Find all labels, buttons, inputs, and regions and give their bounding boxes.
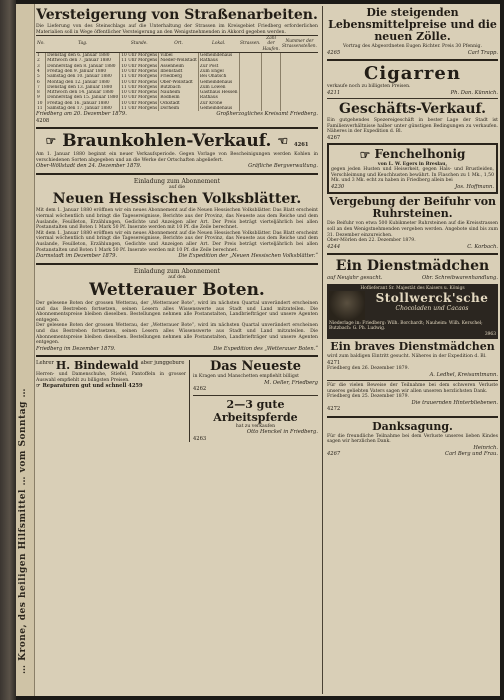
wett-body: Der gelesene Boten der grossen Wetterau, der „Wetterauer Bote“, wird im nächsten Quartal unverändert erscheinen und das Bestreben fortsetzen, seinen Lesern alles Wissenswerte aus Stadt und Land mitzuteilen. Die Abonnementspreise bleiben dieselben. Bestellungen nehmen alle Postanstalten, Landbriefträger und unsere Agenten entgegen. — [36, 301, 318, 323]
fenchel-heading — [331, 147, 494, 162]
auction-cell: 8 — [37, 90, 40, 96]
hess-body-2: Mit dem 1. Januar 1880 eröffnen wir ein neues Abonnement auf die Neuen Hessischen Volksblätter. Das Blatt erscheint viermal wöchentlich und bringt die Tagesereignisse, Berichte aus der Provinz, das Neueste aus dem Reiche und dem Auslande, Feuilleton, Erzählungen, Gedichte und Anzeigen aller Art. Der Preis beträgt vierteljährlich bei allen Postanstalten und Boten 1 Mark 50 Pf. Inserate werden mit 10 Pf. die Zeile berechnet. — [36, 230, 318, 253]
auction-cell: Rodheim — [159, 95, 199, 100]
stollwerck-bar: Hoflieferant Sr. Majestät des Kaisers u. Königs — [360, 285, 465, 291]
wett-dateline: Friedberg im Dezember 1879. — [36, 345, 116, 352]
bottom-ads-row — [36, 360, 318, 442]
auction-cell: Rathaus — [198, 95, 239, 100]
wett-body-2: Der gelesene Boten der grossen Wetterau, der „Wetterauer Bote“, wird im nächsten Quartal unverändert erscheinen und das Bestreben fortsetzen, seinen Lesern alles Wissenswerte aus Stadt und Land mitzuteilen. Die Abonnementspreise bleiben dieselben. Bestellungen nehmen alle Postanstalten, Landbriefträger und unsere Agenten entgegen. — [36, 323, 318, 346]
thanks-ad — [327, 383, 498, 413]
bindenwald-list: Herren- und Damenschuhe, Stiefel, Pantoffeln in grosser Auswahl empfiehlt zu billigsten Preisen. — [36, 372, 186, 383]
arbeitspferde-number: 4263 — [193, 435, 207, 442]
stollwerck-ad — [327, 284, 498, 340]
auction-cell: 10 Uhr Morgens — [121, 79, 158, 85]
danksagung-ad — [327, 421, 498, 458]
arbeitspferde-text: hat zu verkaufen — [235, 423, 276, 429]
fenchel-number: 4230 — [331, 184, 345, 191]
vergebung-ad — [327, 196, 498, 250]
auction-number: 4208 — [36, 117, 50, 124]
dienst1-ad — [327, 258, 498, 281]
th-tag: Tag. — [46, 36, 120, 53]
auction-notice — [36, 7, 318, 124]
geschaefts-number: 4267 — [327, 134, 341, 141]
stollwerck-brand: Stollwerck'sche — [375, 291, 489, 306]
auction-cell: 10 — [37, 100, 43, 106]
auction-cell: Gemeindehaus — [198, 53, 239, 59]
dienst1-text: auf Neujahr gesucht. — [327, 275, 383, 282]
pointing-hand-icon: ☞ — [359, 147, 371, 162]
auction-cell: Freitag den 9. Januar 1880 — [46, 69, 120, 74]
brown-coal-number: 4261 — [294, 142, 309, 149]
pointing-hand-icon: ☞ — [36, 383, 41, 390]
hess-auf-die: auf die — [169, 184, 185, 190]
auction-cell: Samstag den 17. Januar 1880 — [46, 106, 120, 111]
vergebung-number: 4244 — [327, 243, 341, 250]
bindenwald-name: H. Bindewald — [55, 359, 139, 373]
wetterauer-notice — [36, 268, 318, 353]
auction-cell: Butzbach — [159, 85, 199, 90]
vergebung-signer: C. Korbach. — [467, 243, 498, 250]
auction-cell: Nieder-Wöllstadt — [160, 58, 197, 64]
cigarren-ad — [327, 64, 498, 96]
auction-cell: Dorheim — [159, 106, 199, 111]
bindenwald-label: Lehrer — [36, 360, 54, 367]
bindenwald-sub: aber junggebure — [140, 360, 185, 367]
auction-cell: Dienstag den 13. Januar 1880 — [46, 85, 120, 90]
vergebung-title: Vergebung der Beifuhr von Ruhrsteinen. — [328, 195, 497, 221]
divider — [327, 98, 498, 99]
auction-cell: Mittwoch den 7. Januar 1880 — [46, 58, 120, 63]
auction-cell: 5 — [37, 74, 40, 80]
th-stunde: Stunde. — [120, 36, 159, 53]
thanks-signer: Die trauernden Hinterbliebenen. — [411, 400, 498, 407]
neueste-text: in Kragen und Manschetten empfiehlt billigst — [193, 374, 299, 380]
pointing-hand-icon: ☞ — [45, 134, 57, 149]
cigarren-text: verkaufe noch zu billigsten Preisen. — [327, 84, 411, 89]
auction-title: Versteigerung von Straßenarbeiten. — [36, 7, 318, 23]
hess-body: Mit dem 1. Januar 1880 eröffnen wir ein neues Abonnement auf die Neuen Hessischen Volksblätter. Das Blatt erscheint viermal wöchentlich und bringt die Tagesereignisse, Berichte aus der Provinz, das Neueste aus dem Reiche und dem Auslande, Feuilleton, Erzählungen, Gedichte und Anzeigen aller Art. Der Preis beträgt vierteljährlich bei allen Postanstalten und Boten 1 Mark 50 Pf. Inserate werden mit 10 Pf. die Zeile berechnet. — [36, 208, 318, 231]
auction-table — [36, 35, 318, 111]
stollwerck-products: Chocoladen und Cacaos — [395, 305, 469, 313]
auction-cell: Friedberg — [159, 74, 199, 79]
pointing-hand-left-icon: ☜ — [277, 134, 289, 149]
right-column — [322, 6, 498, 694]
thanks-number: 4272 — [327, 406, 341, 413]
neueste-column — [189, 360, 318, 442]
auction-cell: Zum Löwen — [198, 85, 239, 90]
auction-cell: 10 Uhr Morgens — [121, 68, 158, 74]
wett-auf-den: auf den — [168, 274, 186, 280]
lebensmittel-footer — [327, 50, 498, 56]
lebensmittel-title: Die steigenden Lebensmittelpreise und die neuen Zölle. — [328, 6, 497, 43]
lebensmittel-ad — [327, 7, 498, 56]
neueste-number: 4262 — [193, 386, 207, 393]
fenchel-footer — [331, 184, 494, 190]
auction-cell: 11 Uhr Morgens — [121, 84, 158, 90]
arbeitspferde-signer: Otto Henckel in Friedberg. — [246, 429, 318, 436]
auction-cell: 10 Uhr Morgens — [121, 90, 158, 96]
geschaefts-text: Ein gutgehendes Spezereigeschäft in bester Lage der Stadt ist Familienverhältnisse halber unter günstigen Bedingungen zu verkaufen. Näheres in der Expedition d. Bl. — [327, 118, 498, 135]
crest-icon — [329, 291, 365, 321]
hess-footer — [36, 253, 318, 259]
dienst2-signer: A. Ledhel, Kreisamtmann. — [429, 371, 498, 378]
margin-vertical-text: … Krone, des heiligen Hilfsmittel … vom Sonntag … — [18, 387, 28, 674]
auction-cell: Montag den 12. Januar 1880 — [46, 80, 120, 85]
danksagung-title: Danksagung. — [372, 419, 453, 433]
wett-footer — [36, 346, 318, 352]
auction-cell: Freitag den 16. Januar 1880 — [46, 101, 120, 106]
fenchel-title: Fenchelhonig — [374, 147, 466, 162]
th-nummer: Nummer der Strassenstellen. — [281, 36, 318, 53]
book-binding — [0, 0, 16, 700]
divider — [36, 173, 318, 175]
auction-cell: 10 Uhr Morgens — [121, 95, 158, 101]
auction-cell: 2 — [37, 58, 40, 64]
auction-cell: Zum Engel — [198, 69, 239, 74]
dienst1-signer: Obr. Schreibwarenhandlung. — [422, 275, 498, 282]
auction-intro: Die Lieferung von des Steinschlags auf die Unterhaltung der Strassen im Kreisgebiet Friedberg erforderlichen Materialien soll in Wege öffentlicher Versteigerung an den Wenigstnehmenden in Akkord gegeben werden. — [36, 24, 318, 35]
dienst2-text: wird zum baldigen Eintritt gesucht. Näheres in der Expedition d. Bl. — [327, 354, 487, 360]
neueste-ad — [193, 360, 318, 392]
divider — [36, 127, 318, 129]
thanks-text: Für die vielen Beweise der Teilnahme bei dem schweren Verluste unseres geliebten Vaters sagen wir allen unseren herzlichsten Dank. — [327, 383, 498, 394]
wett-title: Wetterauer Boten. — [89, 280, 265, 301]
dienst2-date: Friedberg den 26. Dezember 1879. — [327, 366, 409, 372]
danksagung-signer-2: Carl Berg und Frau. — [445, 451, 498, 458]
auction-cell: 3 — [37, 63, 40, 69]
auction-dateline: Friedberg am 20. Dezember 1879. — [36, 111, 127, 118]
divider — [327, 59, 498, 61]
margin-strip — [16, 4, 35, 696]
stollwerck-main — [329, 291, 496, 321]
auction-cell: Gemeindehaus — [198, 106, 239, 111]
cigarren-footer — [327, 90, 498, 96]
auction-cell: Ober-Wöllstadt — [159, 80, 199, 85]
auction-cell: 11 Uhr Morgens — [121, 58, 158, 64]
dienst1-footer — [327, 275, 498, 281]
bindenwald-ad — [36, 360, 186, 442]
hess-dateline: Darmstadt im Dezember 1879. — [36, 253, 118, 260]
cigarren-number: 4211 — [327, 89, 341, 96]
auction-cell: 7 — [37, 84, 40, 90]
hess-signer: Die Expedition der „Neuen Hessischen Volksblätter.“ — [178, 253, 318, 260]
dienst2-title: Ein braves Dienstmädchen — [330, 340, 495, 354]
auction-cell: Ilbenstadt — [159, 69, 199, 74]
auction-cell: Mittwoch den 14. Januar 1880 — [46, 90, 120, 95]
auction-table-body — [36, 53, 318, 112]
fenchel-ad — [327, 143, 498, 194]
divider — [36, 355, 318, 357]
auction-cell: Ockstadt — [159, 101, 199, 106]
bindenwald-footer — [36, 383, 186, 389]
dienst2-number: 4271 — [327, 359, 341, 366]
fenchel-text: gegen jeden Husten und Heiserkeit, gegen Hals- und Brustleiden, Verschleimung und Keuchhusten bewährt. In Flaschen zu 1 Mk., 1,50 Mk. und 3 Mk. echt zu haben in Friedberg allein bei — [331, 167, 494, 184]
wett-invite: Einladung zum Abonnement — [133, 267, 221, 275]
auction-cell: 11 Uhr Morgens — [121, 106, 158, 112]
auction-cell: Gemeindehaus — [198, 80, 239, 85]
brown-coal-signer: Gräfliche Bergverwaltung. — [248, 163, 318, 170]
auction-cell: Donnerstag den 15. Januar 1880 — [47, 95, 119, 101]
divider — [36, 263, 318, 265]
bindenwald-header — [36, 360, 186, 372]
auction-cell: Zur Post — [198, 64, 239, 69]
cigarren-title: Cigarren — [364, 63, 461, 84]
stollwerck-address: Niederlage in: Friedberg: Wilh. Borchardt; Nauheim: Wilh. Kerschel; Butzbach: G. Ph. Ludwig. — [329, 321, 483, 332]
brown-coal-notice — [36, 132, 318, 170]
hess-blaetter-notice — [36, 178, 318, 260]
vergebung-date: Ober-Mörlen den 22. Dezember 1879. — [327, 238, 416, 244]
hess-invite: Einladung zum Abonnement — [133, 177, 221, 185]
brown-coal-dateline: Ober-Wöllstadt den 24. Dezember 1879. — [36, 163, 142, 170]
geschaefts-ad — [327, 101, 498, 141]
auction-cell: 10 Uhr Morgens — [121, 100, 158, 106]
auction-cell: 6 — [37, 79, 40, 85]
arbeitspferde-title: 2—3 gute Arbeitspferde — [213, 397, 298, 424]
divider — [327, 380, 498, 381]
dienst2-ad — [327, 341, 498, 378]
th-no: No. — [36, 36, 46, 53]
divider — [193, 395, 318, 396]
geschaefts-title: Geschäfts-Verkauf. — [339, 101, 486, 117]
auction-cell: 10 Uhr Morgens — [121, 63, 158, 69]
neueste-signer: M. Oeller, Friedberg — [264, 379, 318, 386]
auction-cell: 1 — [37, 53, 40, 59]
neueste-title: Das Neueste — [209, 359, 301, 375]
danksagung-footer — [327, 451, 498, 457]
danksagung-signer: Heinrich. — [473, 445, 498, 452]
auction-cell: 11 Uhr Morgens — [121, 74, 158, 80]
lebensmittel-text: Vortrag des Abgeordneten Eugen Richter. Preis 30 Pfennig. — [343, 44, 482, 49]
auction-cell: 10 Uhr Morgens — [121, 53, 158, 59]
bindenwald-number: 4259 — [128, 383, 143, 390]
dienst1-title: Ein Dienstmädchen — [335, 258, 490, 275]
auction-cell: 11 — [37, 106, 43, 112]
auction-cell: 9 — [37, 95, 40, 101]
auction-cell: Vilbel — [159, 53, 199, 59]
auction-cell: Samstag den 10. Januar 1880 — [46, 74, 120, 79]
divider — [327, 253, 498, 255]
fenchel-signer: Jos. Hoffmann. — [455, 184, 494, 191]
auction-cell: Nauheim — [159, 90, 199, 95]
th-ort: Ort. — [159, 36, 199, 53]
auction-cell: Rathaus — [198, 58, 239, 63]
auction-cell: Donnerstag den 8. Januar 1880 — [46, 64, 120, 69]
brown-coal-title: Braunkohlen-Verkauf. — [62, 131, 272, 152]
divider — [327, 416, 498, 418]
th-strassen: Strassen. — [239, 36, 261, 53]
auction-cell: 4 — [37, 68, 40, 74]
auction-signer: Großherzogliches Kreisamt Friedberg. — [216, 111, 318, 118]
auction-table-header — [36, 36, 318, 53]
th-lokal: Lokal. — [198, 36, 239, 53]
lebensmittel-number: 4265 — [327, 49, 341, 56]
danksagung-text: Für die freundliche Teilnahme bei dem Verluste unseres lieben Kindes sagen wir herzlichen Dank. — [327, 433, 498, 445]
wett-signer: Die Expedition des „Wetterauer Boten.“ — [213, 345, 318, 352]
brown-coal-heading — [36, 132, 318, 151]
stollwerck-number: 3963 — [484, 331, 496, 337]
brown-coal-footer — [36, 163, 318, 169]
cigarren-signer: Ph. Dan. Künnich. — [450, 89, 498, 96]
auction-cell: Bei Ohatsch — [198, 74, 239, 79]
vergebung-footer — [327, 244, 498, 250]
left-column — [36, 6, 318, 694]
auction-cell: Zur Krone — [198, 101, 239, 106]
hess-title: Neuen Hessischen Volksblätter. — [52, 191, 302, 208]
auction-cell: Assenheim — [159, 64, 199, 69]
lebensmittel-signer: Carl Trapp. — [467, 49, 498, 56]
auction-cell: Gasthaus Hessen — [199, 90, 238, 96]
bindenwald-footer-text: Reparaturen gut und schnell — [42, 383, 127, 390]
danksagung-number: 4267 — [327, 451, 341, 458]
brown-coal-text: Am 1. Januar 1880 beginnt ein neuer Verkaufsperiode. Gegen Vorlage von Bescheinigungen werden Kohlen in verschiedenen Sorten abgegeben und an die Werke der Ortschaften abgeliefert. — [36, 152, 318, 163]
vergebung-text: Die Beifuhr von etwa 500 Kubikmeter Ruhrsteinen auf die Kreisstrassen soll an den Wenigstnehmenden vergeben werden. Angebote sind bis zum 31. Dezember einzureichen. — [327, 221, 498, 238]
fenchel-firm: von L. W. Egers in Breslau, — [377, 161, 448, 167]
th-haufen: Zahl der Haufen. — [262, 36, 280, 52]
arbeitspferde-ad — [193, 398, 318, 442]
thanks-date: Friedberg den 25. Dezember 1879. — [327, 394, 409, 400]
auction-cell: Dienstag den 6. Januar 1880 — [46, 53, 120, 59]
